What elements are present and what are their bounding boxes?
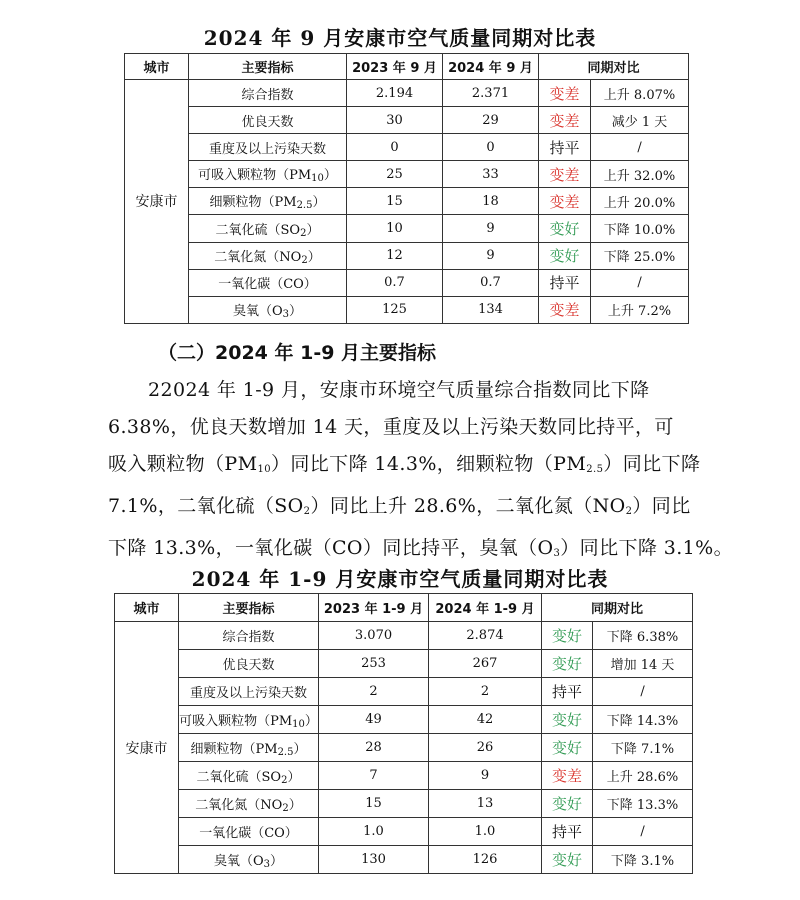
change-cell: 下降 14.3% <box>593 706 693 734</box>
indicator-cell <box>179 846 319 874</box>
value-2023-cell: 15 <box>347 188 443 215</box>
header-2024: 2024 年 1-9 月 <box>429 594 542 622</box>
table-row <box>125 80 689 107</box>
value-2023-cell: 2.194 <box>347 80 443 107</box>
indicator-label: 臭氧（O <box>232 303 283 319</box>
status-cell: 变差 <box>539 188 591 215</box>
indicator-suffix: ） <box>289 303 303 319</box>
value-2023-cell: 3.070 <box>319 622 429 650</box>
status-cell: 变差 <box>539 296 591 323</box>
table-row <box>115 818 693 846</box>
indicator-suffix: ） <box>307 249 321 265</box>
table-row <box>125 188 689 215</box>
indicator-suffix: ） <box>323 168 337 184</box>
paragraph-text: ）同比下降 <box>603 453 701 475</box>
table-row <box>125 134 689 161</box>
indicator-suffix: ） <box>287 769 301 785</box>
indicator-cell <box>189 107 347 134</box>
header-2024: 2024 年 9 月 <box>443 54 539 80</box>
table2-title: 2024 年 1-9 月安康市空气质量同期对比表 <box>191 567 609 591</box>
header-city: 城市 <box>115 594 179 622</box>
indicator-subscript: 2 <box>300 227 307 239</box>
indicator-subscript: 2.5 <box>277 746 294 758</box>
value-2023-cell: 25 <box>347 161 443 188</box>
value-2024-cell: 33 <box>443 161 539 188</box>
change-cell: 增加 14 天 <box>593 650 693 678</box>
table2-header-row <box>115 594 693 622</box>
table-row <box>125 161 689 188</box>
indicator-label: 可吸入颗粒物（PM <box>179 713 293 729</box>
indicator-subscript: 10 <box>292 718 305 730</box>
indicator-label: 一氧化碳（CO） <box>218 277 317 293</box>
indicator-cell <box>189 296 347 323</box>
header-comparison: 同期对比 <box>539 54 689 80</box>
indicator-suffix: ） <box>312 195 326 211</box>
indicator-cell <box>189 161 347 188</box>
status-cell: 变好 <box>542 650 593 678</box>
paragraph-subscript: 10 <box>257 464 271 475</box>
change-cell: 上升 32.0% <box>591 161 689 188</box>
table-row <box>115 734 693 762</box>
header-indicator: 主要指标 <box>179 594 319 622</box>
value-2023-cell: 2 <box>319 678 429 706</box>
indicator-label: 二氧化氮（NO <box>214 249 302 265</box>
indicator-suffix: ） <box>304 713 318 729</box>
paragraph-subscript: 2 <box>625 506 633 517</box>
header-2023: 2023 年 1-9 月 <box>319 594 429 622</box>
value-2024-cell: 0 <box>443 134 539 161</box>
change-cell: 上升 7.2% <box>591 296 689 323</box>
change-cell: 下降 25.0% <box>591 242 689 269</box>
indicator-label: 细颗粒物（PM <box>190 741 278 757</box>
value-2023-cell: 125 <box>347 296 443 323</box>
table-row <box>125 296 689 323</box>
indicator-cell <box>179 650 319 678</box>
status-cell: 变好 <box>542 622 593 650</box>
summary-paragraph <box>108 372 733 572</box>
change-cell: 下降 7.1% <box>593 734 693 762</box>
table-row <box>115 790 693 818</box>
table-row <box>115 678 693 706</box>
paragraph-text: 吸入颗粒物（PM <box>108 453 258 475</box>
table1 <box>124 53 689 324</box>
paragraph-subscript: 3 <box>553 548 561 559</box>
table1-title: 2024 年 9 月安康市空气质量同期对比表 <box>203 26 597 50</box>
table1-body <box>125 80 689 324</box>
change-cell: 上升 20.0% <box>591 188 689 215</box>
status-cell: 持平 <box>542 678 593 706</box>
change-cell: / <box>591 269 689 296</box>
indicator-label: 重度及以上污染天数 <box>189 686 307 701</box>
value-2024-cell: 18 <box>443 188 539 215</box>
indicator-cell <box>189 134 347 161</box>
header-city: 城市 <box>125 54 189 80</box>
paragraph-text: 22024 年 1-9 月，安康市环境空气质量综合指数同比下降 <box>148 379 650 401</box>
paragraph-text: ）同比下降 14.3%，细颗粒物（PM <box>270 453 587 475</box>
status-cell: 变差 <box>539 107 591 134</box>
city-cell: 安康市 <box>125 80 189 324</box>
indicator-suffix: ） <box>288 797 302 813</box>
paragraph-text: ）同比上升 28.6%，二氧化氮（NO <box>310 495 626 517</box>
change-cell: 减少 1 天 <box>591 107 689 134</box>
indicator-cell <box>189 242 347 269</box>
status-cell: 变好 <box>542 734 593 762</box>
value-2023-cell: 253 <box>319 650 429 678</box>
paragraph-line <box>108 488 708 530</box>
change-cell: 下降 10.0% <box>591 215 689 242</box>
value-2023-cell: 0 <box>347 134 443 161</box>
section-heading: （二）2024 年 1-9 月主要指标 <box>158 342 437 364</box>
value-2023-cell: 0.7 <box>347 269 443 296</box>
indicator-cell <box>179 706 319 734</box>
indicator-label: 臭氧（O <box>213 853 264 869</box>
value-2024-cell: 9 <box>429 762 542 790</box>
change-cell: / <box>593 818 693 846</box>
paragraph-text: ）同比下降 3.1%。 <box>560 537 733 559</box>
indicator-subscript: 3 <box>263 858 271 870</box>
status-cell: 变差 <box>542 762 593 790</box>
indicator-label: 综合指数 <box>222 630 275 645</box>
table-row <box>115 650 693 678</box>
paragraph-text: 下降 13.3%，一氧化碳（CO）同比持平，臭氧（O <box>108 537 554 559</box>
value-2024-cell: 13 <box>429 790 542 818</box>
indicator-subscript: 2.5 <box>296 200 313 212</box>
value-2024-cell: 9 <box>443 242 539 269</box>
value-2023-cell: 30 <box>347 107 443 134</box>
paragraph-line <box>108 409 708 446</box>
indicator-subscript: 2 <box>301 254 308 266</box>
paragraph-subscript: 2.5 <box>586 464 604 475</box>
value-2024-cell: 2.371 <box>443 80 539 107</box>
indicator-label: 一氧化碳（CO） <box>199 826 298 841</box>
indicator-cell <box>189 80 347 107</box>
value-2024-cell: 126 <box>429 846 542 874</box>
value-2023-cell: 7 <box>319 762 429 790</box>
table-row <box>125 107 689 134</box>
value-2023-cell: 12 <box>347 242 443 269</box>
value-2024-cell: 0.7 <box>443 269 539 296</box>
value-2023-cell: 49 <box>319 706 429 734</box>
value-2023-cell: 130 <box>319 846 429 874</box>
status-cell: 变好 <box>539 242 591 269</box>
paragraph-subscript: 2 <box>303 506 311 517</box>
value-2024-cell: 134 <box>443 296 539 323</box>
value-2023-cell: 10 <box>347 215 443 242</box>
indicator-cell <box>179 818 319 846</box>
paragraph-text: 6.38%，优良天数增加 14 天，重度及以上污染天数同比持平，可 <box>108 416 674 438</box>
change-cell: 下降 3.1% <box>593 846 693 874</box>
indicator-cell <box>189 188 347 215</box>
indicator-label: 优良天数 <box>241 114 294 130</box>
indicator-label: 二氧化硫（SO <box>196 769 282 785</box>
value-2023-cell: 15 <box>319 790 429 818</box>
status-cell: 持平 <box>542 818 593 846</box>
indicator-cell <box>179 678 319 706</box>
indicator-cell <box>189 215 347 242</box>
status-cell: 持平 <box>539 134 591 161</box>
indicator-subscript: 10 <box>311 173 324 185</box>
indicator-label: 细颗粒物（PM <box>209 195 297 211</box>
status-cell: 变好 <box>539 215 591 242</box>
indicator-suffix: ） <box>293 741 307 757</box>
table-row <box>125 269 689 296</box>
table-row <box>125 242 689 269</box>
value-2024-cell: 2.874 <box>429 622 542 650</box>
value-2024-cell: 29 <box>443 107 539 134</box>
table2-body <box>115 622 693 874</box>
change-cell: / <box>593 678 693 706</box>
table-row <box>125 215 689 242</box>
header-2023: 2023 年 9 月 <box>347 54 443 80</box>
city-cell: 安康市 <box>115 622 179 874</box>
change-cell: 下降 13.3% <box>593 790 693 818</box>
indicator-label: 可吸入颗粒物（PM <box>198 168 312 184</box>
indicator-cell <box>189 269 347 296</box>
status-cell: 变好 <box>542 846 593 874</box>
status-cell: 变好 <box>542 790 593 818</box>
paragraph-line <box>108 446 708 488</box>
value-2024-cell: 2 <box>429 678 542 706</box>
change-cell: / <box>591 134 689 161</box>
indicator-subscript: 3 <box>282 308 290 320</box>
table-row <box>115 762 693 790</box>
value-2023-cell: 1.0 <box>319 818 429 846</box>
change-cell: 下降 6.38% <box>593 622 693 650</box>
indicator-label: 综合指数 <box>241 87 294 103</box>
table2 <box>114 593 693 874</box>
status-cell: 变差 <box>539 80 591 107</box>
indicator-subscript: 2 <box>281 774 288 786</box>
indicator-cell <box>179 622 319 650</box>
value-2024-cell: 267 <box>429 650 542 678</box>
indicator-cell <box>179 762 319 790</box>
paragraph-text: ）同比 <box>632 495 691 517</box>
table1-header-row <box>125 54 689 80</box>
status-cell: 持平 <box>539 269 591 296</box>
value-2024-cell: 9 <box>443 215 539 242</box>
change-cell: 上升 8.07% <box>591 80 689 107</box>
header-indicator: 主要指标 <box>189 54 347 80</box>
status-cell: 变差 <box>539 161 591 188</box>
indicator-subscript: 2 <box>282 802 289 814</box>
indicator-suffix: ） <box>270 853 284 869</box>
table-row <box>115 622 693 650</box>
value-2024-cell: 42 <box>429 706 542 734</box>
value-2024-cell: 26 <box>429 734 542 762</box>
table-row <box>115 706 693 734</box>
paragraph-text: 7.1%，二氧化硫（SO <box>108 495 304 517</box>
paragraph-line <box>108 372 708 409</box>
change-cell: 上升 28.6% <box>593 762 693 790</box>
value-2024-cell: 1.0 <box>429 818 542 846</box>
indicator-label: 优良天数 <box>222 658 275 673</box>
indicator-label: 二氧化硫（SO <box>215 222 301 238</box>
indicator-suffix: ） <box>306 222 320 238</box>
indicator-label: 重度及以上污染天数 <box>208 141 326 157</box>
indicator-cell <box>179 734 319 762</box>
indicator-label: 二氧化氮（NO <box>195 797 283 813</box>
table-row <box>115 846 693 874</box>
status-cell: 变好 <box>542 706 593 734</box>
header-comparison: 同期对比 <box>542 594 693 622</box>
value-2023-cell: 28 <box>319 734 429 762</box>
indicator-cell <box>179 790 319 818</box>
